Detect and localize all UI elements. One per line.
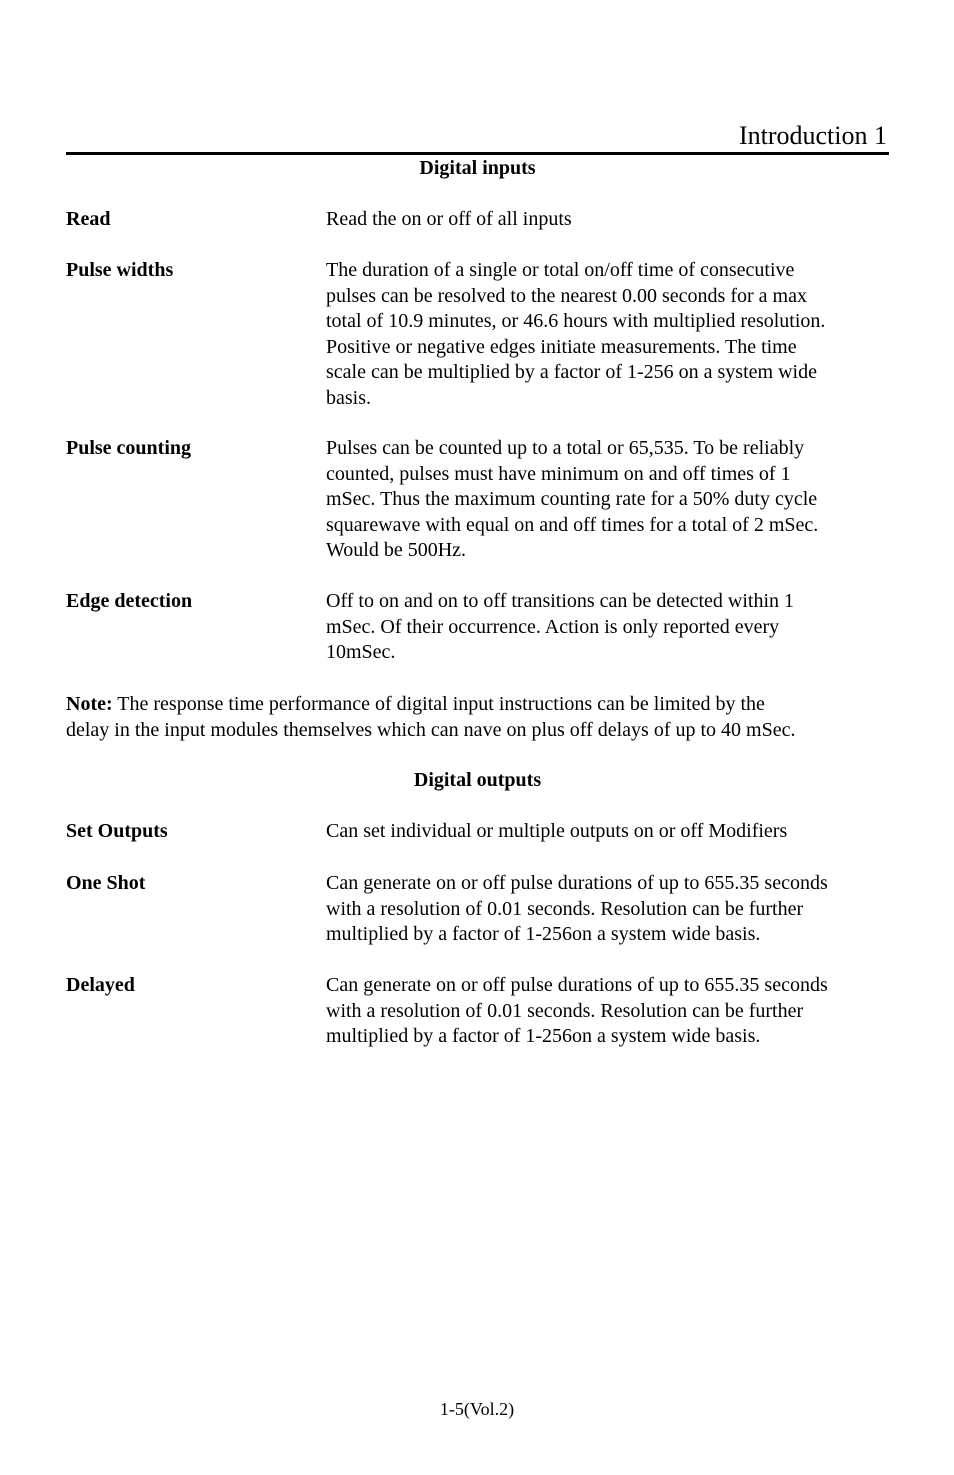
header-rule xyxy=(66,152,889,155)
term-read: Read xyxy=(66,208,111,230)
description-pulse-counting: Pulses can be counted up to a total or 65,535. To be reliably counted, pulses must have minimum on and off times of 1 mSec. Thus the maximum counting rate for a 50% duty cycle squarewave with equal on and off times for a total of 2 mSec. Would be 500Hz. xyxy=(326,437,819,561)
note-text: The response time performance of digital input instructions can be limited by the delay in the input modules themselves which can nave on plus off delays of up to 40 mSec. xyxy=(66,693,796,741)
section-heading-digital-inputs: Digital inputs xyxy=(419,157,536,179)
term-set-outputs: Set Outputs xyxy=(66,820,168,842)
description-read: Read the on or off of all inputs xyxy=(326,208,572,230)
term-pulse-widths: Pulse widths xyxy=(66,259,174,281)
description-set-outputs: Can set individual or multiple outputs on or off Modifiers xyxy=(326,820,788,842)
description-edge-detection: Off to on and on to off transitions can be detected within 1 mSec. Of their occurrence. Action is only reported every 10mSec. xyxy=(326,590,795,663)
term-pulse-counting: Pulse counting xyxy=(66,437,192,459)
section-heading-digital-outputs: Digital outputs xyxy=(413,769,542,791)
description-delayed: Can generate on or off pulse durations of up to 655.35 seconds with a resolution of 0.01 seconds. Resolution can be further multiplied by a factor of 1-256on a system wide basis. xyxy=(326,974,828,1047)
page-number: 1-5(Vol.2) xyxy=(439,1399,515,1419)
term-one-shot: One Shot xyxy=(66,872,146,894)
note-paragraph xyxy=(66,692,889,743)
description-pulse-widths: The duration of a single or total on/off time of consecutive pulses can be resolved to the nearest 0.00 seconds for a max total of 10.9 minutes, or 46.6 hours with multiplied resolution. Positive or negative edges initiate measurements. The time scale can be multiplied by a factor of 1-256 on a system wide basis. xyxy=(326,259,826,409)
term-delayed: Delayed xyxy=(66,974,135,996)
note-label: Note: xyxy=(66,693,113,715)
page-header-title: Introduction 1 xyxy=(738,121,887,150)
description-one-shot: Can generate on or off pulse durations of up to 655.35 seconds with a resolution of 0.01 seconds. Resolution can be further multiplied by a factor of 1-256on a system wide basis. xyxy=(326,872,828,945)
term-edge-detection: Edge detection xyxy=(66,590,193,612)
